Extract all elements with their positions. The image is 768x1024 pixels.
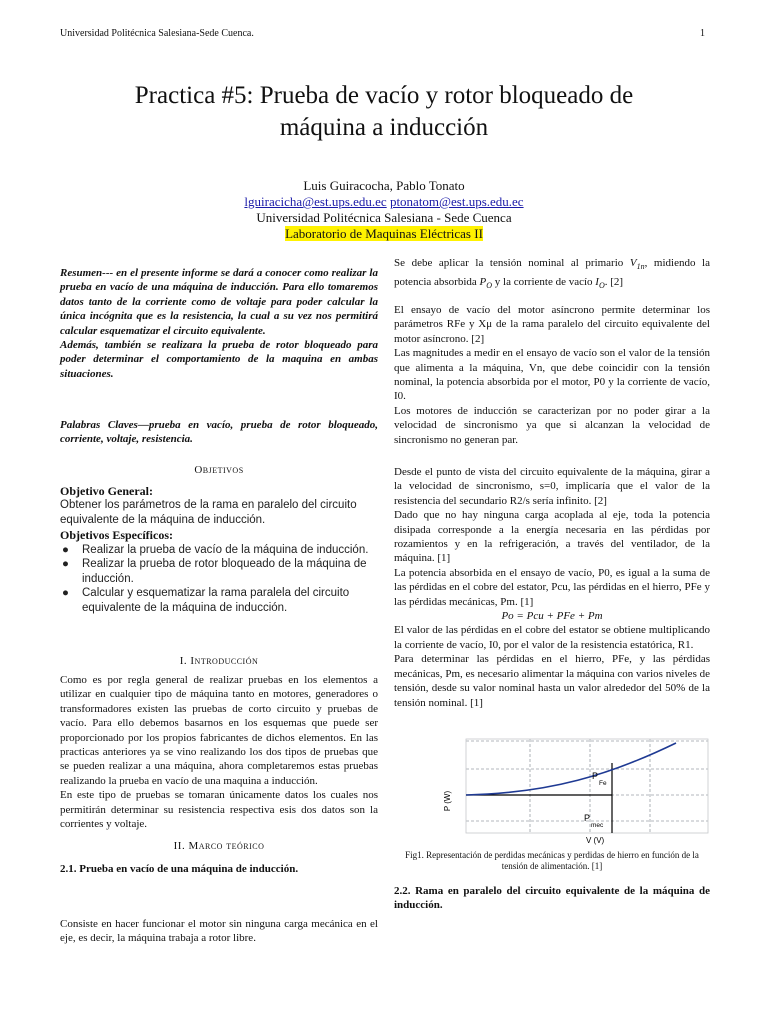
right-paragraph-7: La potencia absorbida en el ensayo de vacío, P0, es igual a la suma de las pérdidas en el cobre del estator, Pcu, las pérdidas en el hierro, PFe y las pérdidas mecánicas, Pm. [1] <box>394 566 710 608</box>
paper-title <box>60 80 708 144</box>
title-line-2: máquina a inducción <box>279 114 489 141</box>
objetivos-especificos-label: Objetivos Específicos: <box>60 528 173 543</box>
pfe-subscript: Fe <box>599 780 607 787</box>
right-paragraph-8: El valor de las pérdidas en el cobre del estator se obtiene multiplicando la corriente de vacío, I0, por el valor de la resistencia estatórica, R1. <box>394 624 710 651</box>
page-number: 1 <box>700 28 705 39</box>
marco-paragraph-1: Consiste en hacer funcionar el motor sin ninguna carga mecánica en el eje, es decir, la máquina trabaja a rotor libre. <box>60 918 378 945</box>
introduccion-body <box>60 673 378 831</box>
affiliation: Universidad Politécnica Salesiana - Sede Cuenca <box>256 210 512 225</box>
right-paragraph-2: El ensayo de vacío del motor asíncrono permite determinar los parámetros RFe y Xμ de la rama paralelo del circuito equivalente del motor asíncrono. [2] <box>394 304 710 345</box>
right-paragraph-4: Los motores de inducción se caracterizan por no poder girar a la velocidad de sincronismo ya que si alcanzan la velocidad de sincronismo no generan par. <box>394 404 710 446</box>
author-emails <box>60 194 708 210</box>
objetivo-general-label: Objetivo General: <box>60 484 153 498</box>
right-paragraph-5: Desde el punto de vista del circuito equivalente de la máquina, girar a la velocidad de sincronismo, s=0, implicaría que el valor de la resistencia del secundario R2/s sería infinito. [2] <box>394 466 710 507</box>
y-axis-label: P (W) <box>443 790 452 812</box>
right-paragraph-1: Se debe aplicar la tensión nominal al primario $V_{1n}$, midiendo la potencia absorbida $P_O$ y la corriente de vacío $I_O$. [2] <box>394 257 710 290</box>
figure-power-vs-voltage <box>440 735 712 847</box>
running-header: Universidad Politécnica Salesiana-Sede Cuenca. <box>60 28 254 39</box>
bullet-icon: ● <box>62 543 69 556</box>
list-item: ● Calcular y esquematizar la rama paralela del circuito equivalente de la máquina de inducción. <box>62 587 350 614</box>
pfe-label: P <box>592 771 599 781</box>
pmec-label: P <box>584 813 591 823</box>
list-item: ● Realizar la prueba de rotor bloqueado de la máquina de inducción. <box>62 558 367 585</box>
subsection-2-2-heading: 2.2. Rama en paralelo del circuito equivalente de la máquina de inducción. <box>394 885 710 912</box>
bullet-icon: ● <box>62 587 69 600</box>
section-objetivos-heading: Objetivos <box>194 464 244 476</box>
intro-paragraph-1: Como es por regla general de realizar pruebas en los elementos a utilizar en cualquier tipo de máquina tanto en motores, generadores o transformadores existen las pruebas de corto circuito y pruebas de vacío. Para ello debemos basarnos en los esquemas que puede ser proporcionado por los propios fabricantes de dichos elementos. En las practicas anteriores ya se vino realizando los dos tipos de pruebas que se pueden realizar a una máquina, ahora completaremos estas pruebas realizando la prueba en vacío de una maquina a inducción. <box>60 674 378 787</box>
bullet-icon: ● <box>62 558 69 571</box>
abstract-paragraph-1: Resumen--- en el presente informe se dará a conocer como realizar la prueba en vacío de una máquina de inducción. Para ello tomaremos datos tanto de la corriente como de voltaje para poder calcular la única incógnita que es la resistencia, la cual a su vez nos permitirá calcular esquematizar el circuito equivalente. <box>60 267 378 337</box>
list-item: ● Realizar la prueba de vacío de la máquina de inducción. <box>62 543 369 556</box>
email-link-1[interactable]: lguiracicha@est.ups.edu.ec <box>244 194 387 209</box>
right-paragraph-3: Las magnitudes a medir en el ensayo de vacío son el valor de la tensión que alimenta a la máquina, Vn, que debe coincidir con la tensión nominal, la potencia absorbida por el motor, P0 y la corriente de vacío, I0. <box>394 347 710 403</box>
abstract-paragraph-2: Además, también se realizara la prueba de rotor bloqueado para poder determinar el comportamiento de la maquina en ambas situaciones. <box>60 339 378 380</box>
right-body-block-1 <box>394 303 710 447</box>
right-paragraph-6: Dado que no hay ninguna carga acoplada al eje, toda la potencia disipada corresponde a la energía necesaria en las pérdidas por rozamientos y en la refrigeración, a través del ventilador, de la máquina. [1] <box>394 509 710 565</box>
subsection-2-1-heading: 2.1. Prueba en vacío de una máquina de inducción. <box>60 863 299 875</box>
right-paragraph-9: Para determinar las pérdidas en el hierro, PFe, y las pérdidas mecánicas, Pm, es necesario alimentar la máquina con varios niveles de tensión, desde su valor nominal hasta un valor alrededor del 50% de la tensión nominal. [1] <box>394 653 710 709</box>
author-block <box>60 178 708 242</box>
section-introduccion-heading: I. Introducción <box>179 655 259 667</box>
email-link-2[interactable]: ptonatom@est.ups.edu.ec <box>389 194 524 209</box>
intro-paragraph-2: En este tipo de pruebas se tomaran únicamente datos los cuales nos permitirán determinar su resistencia respectiva esis dos datos son la corrientes y voltaje. <box>60 789 378 831</box>
title-line-1: Practica #5: Prueba de vacío y rotor bloqueado de <box>134 82 634 109</box>
figure-caption: Fig1. Representación de perdidas mecánicas y perdidas de hierro en función de la tensión de alimentación. [1] <box>405 850 699 871</box>
lab-name: Laboratorio de Maquinas Eléctricas II <box>285 226 483 241</box>
right-body-block-2 <box>394 465 710 710</box>
pmec-subscript: mec <box>591 822 604 829</box>
keywords: Palabras Claves—prueba en vacío, prueba de rotor bloqueado, corriente, voltaje, resistencia. <box>60 419 378 446</box>
abstract <box>60 266 378 381</box>
author-names: Luis Guiracocha, Pablo Tonato <box>303 178 465 193</box>
objetivos-section <box>60 484 378 615</box>
x-axis-label: V (V) <box>586 836 605 845</box>
objetivos-list <box>60 543 378 616</box>
objetivo-general-text: Obtener los parámetros de la rama en paralelo del circuito equivalente de la máquina de inducción. <box>60 499 357 526</box>
section-marco-heading: II. Marco teórico <box>173 840 265 852</box>
equation-power: Po = Pcu + PFe + Pm <box>501 610 603 623</box>
